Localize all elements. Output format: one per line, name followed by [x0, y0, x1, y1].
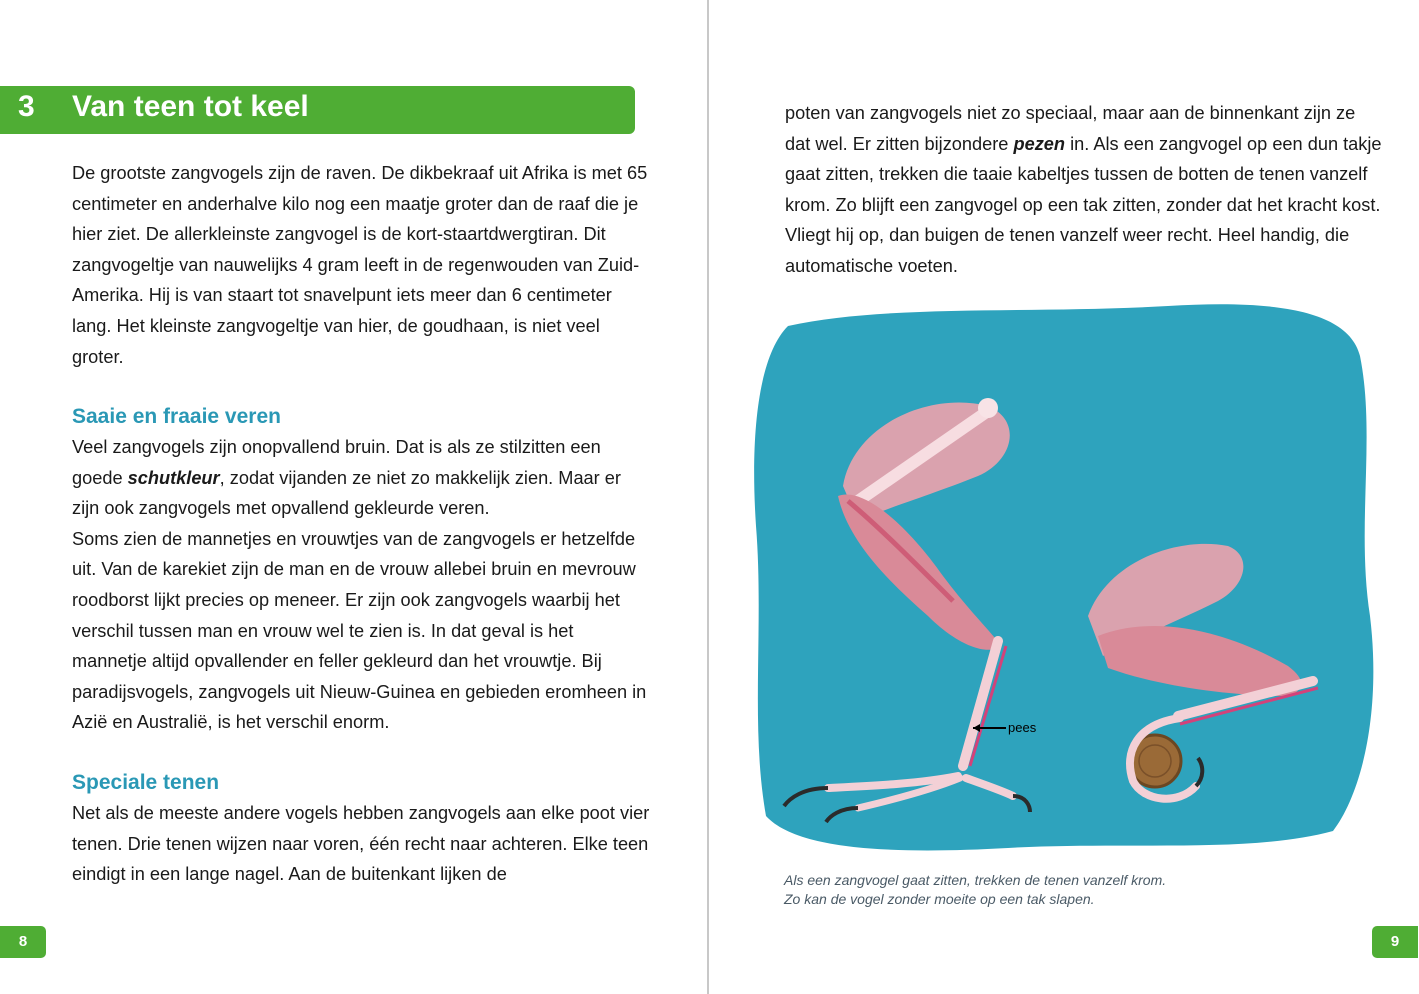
pees-label: pees — [1008, 720, 1037, 735]
section-heading-feathers: Saaie en fraaie veren — [72, 405, 281, 428]
intro-paragraph: De grootste zangvogels zijn de raven. De dikbekraaf uit Afrika is met 65 centimeter en anderhalve kilo nog een maatje groter dan de raaf die je hier ziet. De allerkleinste zangvogel is de kort-staartdwergtiran. Dit zangvogeltje van nauwelijks 4 gram leeft in de regenwouden van Zuid-Amerika. Hij is van staart tot snavelpunt iets meer dan 6 centimeter lang. Het kleinste zangvogeltje van hier, de goudhaan, is niet veel groter. — [72, 163, 648, 367]
section-heading-toes: Speciale tenen — [72, 771, 220, 794]
chapter-title: Van teen tot keel — [72, 90, 309, 123]
caption-line-2: Zo kan de vogel zonder moeite op een tak slapen. — [784, 891, 1095, 907]
chapter-number: 3 — [18, 90, 35, 123]
feathers-paragraph-2: Soms zien de mannetjes en vrouwtjes van de zangvogels er hetzelfde uit. Van de karekiet zijn de man en de vrouw allebei bruin en mevrouw roodborst lijkt precies op meneer. Er zijn ook zangvogels waarbij het verschil tussen man en vrouw wel te zien is. In dat geval is het mannetje altijd opvallender en feller gekleurd dan het vrouwtje. Bij paradijsvogels, zangvogels uit Nieuw-Guinea en gebieden eromheen in Azië en Australië, is het verschil enorm. — [72, 528, 647, 733]
page-number-right: 9 — [1372, 926, 1418, 958]
chapter-banner — [0, 86, 635, 134]
figure-background — [754, 304, 1373, 850]
figure-caption — [784, 871, 1166, 909]
page-divider — [707, 0, 709, 994]
tendon-paragraph: poten van zangvogels niet zo speciaal, maar aan de binnenkant zijn ze dat wel. Er zitten bijzondere pezen in. Als een zangvogel op een dun takje gaat zitten, trekken die taaie kabeltjes tussen de botten de tenen vanzelf krom. Zo blijft een zangvogel op een tak zitten, zonder dat het kracht kost. Vliegt hij op, dan buigen de tenen vanzelf weer recht. Heel handig, die automatische voeten. — [785, 103, 1382, 276]
term-schutkleur: schutkleur — [127, 467, 220, 488]
page-number-left: 8 — [0, 926, 46, 958]
term-pezen: pezen — [1013, 133, 1066, 154]
right-text — [785, 98, 1385, 282]
section-feathers — [72, 402, 652, 738]
bird-leg-illustration — [748, 296, 1378, 856]
feathers-paragraph-1: Veel zangvogels zijn onopvallend bruin. Dat is als ze stilzitten een goede schutkleur, zodat vijanden ze niet zo makkelijk zien. Maar er zijn ook zangvogels met opvallend gekleurde veren. — [72, 437, 621, 519]
caption-line-1: Als een zangvogel gaat zitten, trekken de tenen vanzelf krom. — [784, 872, 1167, 888]
left-intro — [72, 158, 652, 372]
toes-paragraph: Net als de meeste andere vogels hebben zangvogels aan elke poot vier tenen. Drie tenen wijzen naar voren, één recht naar achteren. Elke teen eindigt in een lange nagel. Aan de buitenkant lijken de — [72, 803, 650, 885]
section-toes — [72, 768, 652, 890]
